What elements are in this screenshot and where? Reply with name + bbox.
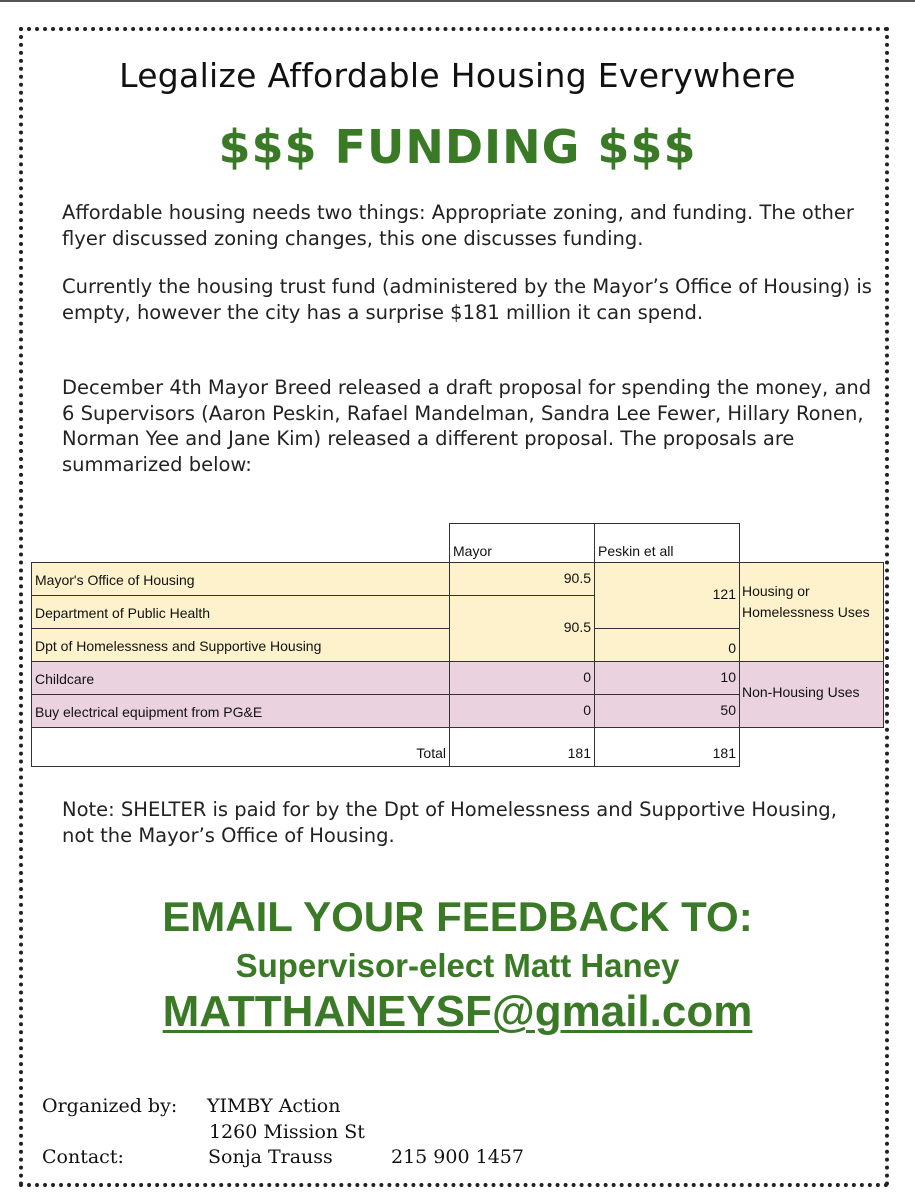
- contact-phone: 215 900 1457: [391, 1146, 524, 1168]
- row-label-dhsh: [31, 628, 450, 662]
- peskin-pge-value: 50: [594, 694, 740, 728]
- email-address-link[interactable]: MATTHANEYSF@gmail.com: [162, 987, 753, 1036]
- header-mayor-label: Mayor: [453, 543, 492, 559]
- row-dhsh-text: Dpt of Homelessness and Supportive Housing: [35, 638, 322, 654]
- row-total-text: Total: [416, 745, 446, 761]
- trust-fund-paragraph: Currently the housing trust fund (administered by the Mayor’s Office of Housing) is empty, however the city has a surprise $181 million it can spend.: [62, 275, 872, 324]
- row-dph-text: Department of Public Health: [35, 605, 211, 621]
- header-peskin: [594, 523, 740, 563]
- mayor-childcare-value: 0: [449, 661, 595, 695]
- contact-name: Sonja Trauss: [208, 1146, 333, 1168]
- group-non-housing-label: Non-Housing Uses: [742, 684, 860, 700]
- organizer-name: YIMBY Action: [207, 1095, 341, 1117]
- row-childcare-text: Childcare: [35, 671, 95, 687]
- row-label-childcare: [31, 661, 450, 695]
- flyer-title: Legalize Affordable Housing Everywhere: [119, 56, 796, 95]
- row-label-pge: [31, 694, 450, 728]
- peskin-moh-dph-value: 121: [594, 562, 740, 629]
- header-mayor: [449, 523, 595, 563]
- peskin-dhsh-value: 0: [594, 628, 740, 662]
- row-pge-text: Buy electrical equipment from PG&E: [35, 704, 263, 720]
- intro-paragraph: Affordable housing needs two things: Appropriate zoning, and funding. The other flyer discussed zoning changes, this one discusses funding.: [62, 201, 854, 250]
- funding-heading: $$$ FUNDING $$$: [218, 120, 697, 174]
- row-label-total: [31, 727, 450, 767]
- email-heading: EMAIL YOUR FEEDBACK TO:: [162, 893, 753, 940]
- organized-by-label: Organized by:: [42, 1095, 178, 1117]
- peskin-total-value: 181: [594, 727, 740, 767]
- proposals-paragraph: December 4th Mayor Breed released a draft proposal for spending the money, and 6 Supervisors (Aaron Peskin, Rafael Mandelman, Sandra Lee Fewer, Hillary Ronen, Norman Yee and Jane Kim) released a different proposal. The proposals are summarized below:: [62, 376, 872, 476]
- mayor-total-value: 181: [449, 727, 595, 767]
- organizer-address: 1260 Mission St: [209, 1121, 365, 1143]
- contact-label: Contact:: [42, 1146, 124, 1168]
- top-edge-line: [0, 0, 915, 2]
- mayor-moh-value: 90.5: [449, 562, 595, 596]
- group-non-housing: [739, 661, 884, 728]
- group-housing: [739, 562, 884, 662]
- email-recipient: Supervisor-elect Matt Haney: [235, 947, 680, 984]
- row-moh-text: Mayor's Office of Housing: [35, 572, 195, 588]
- header-peskin-label: Peskin et all: [598, 543, 674, 559]
- mayor-dph-dhsh-value: 90.5: [449, 595, 595, 662]
- group-housing-label: Housing or Homelessness Uses: [742, 583, 870, 620]
- mayor-pge-value: 0: [449, 694, 595, 728]
- shelter-note: Note: SHELTER is paid for by the Dpt of Homelessness and Supportive Housing, not the Mayor’s Office of Housing.: [62, 798, 837, 847]
- row-label-moh: [31, 562, 450, 596]
- peskin-childcare-value: 10: [594, 661, 740, 695]
- row-label-dph: [31, 595, 450, 629]
